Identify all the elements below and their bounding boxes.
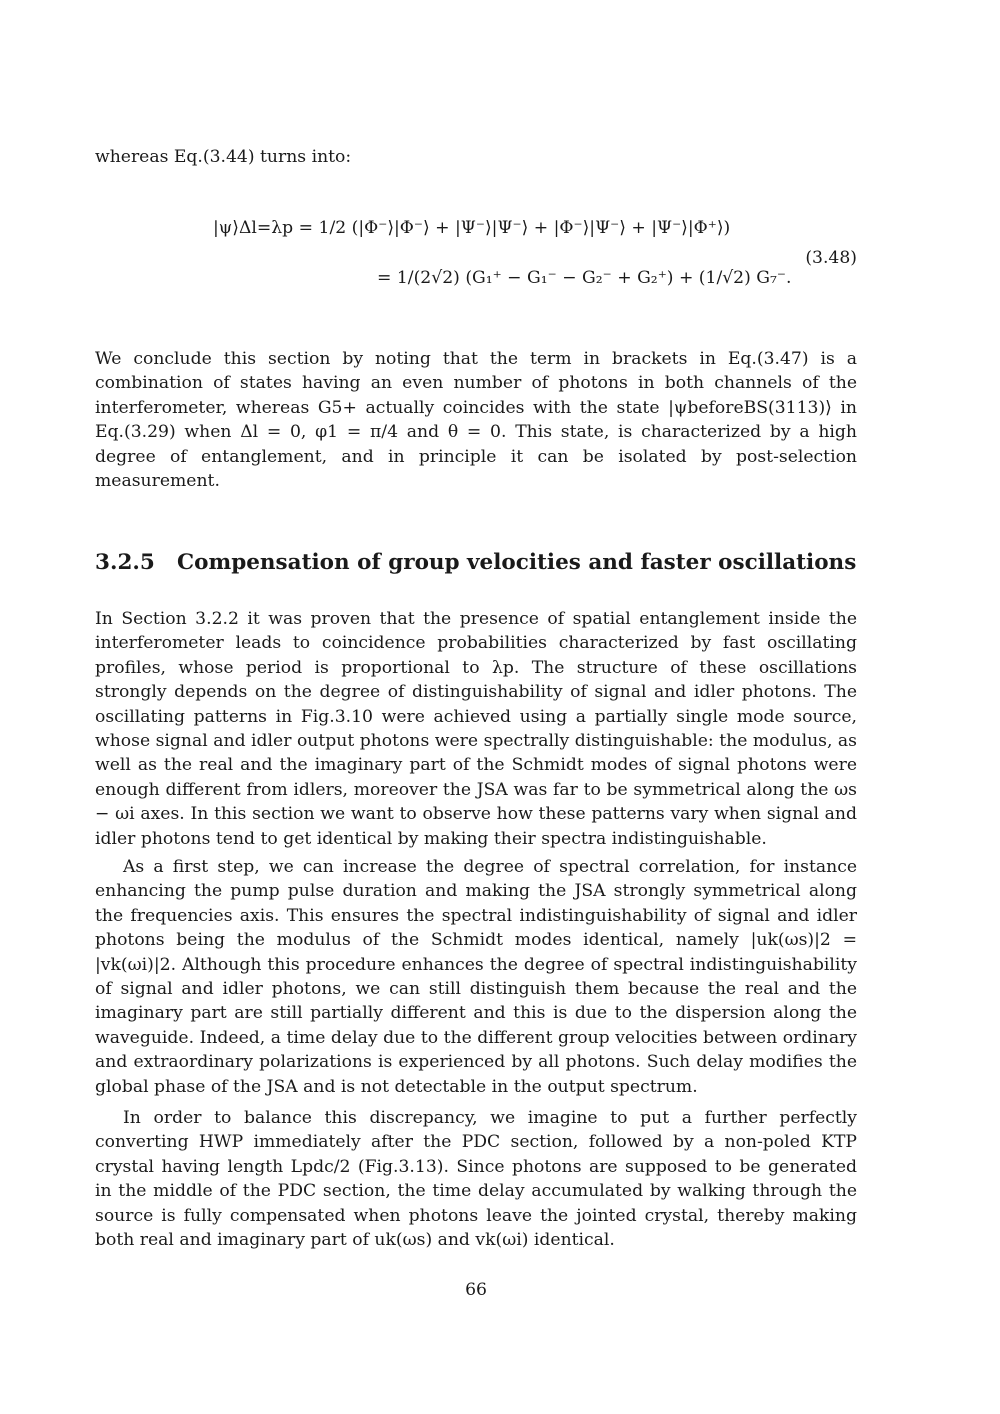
page — [95, 0, 857, 1414]
paragraph-oscillations: In Section 3.2.2 it was proven that the presence of spatial entanglement inside the interferometer leads to coincidence probabilities characterized by fast oscillating profiles, whose period is proportional to λp. The structure of these oscillations strongly depends on the degree of distinguishability of signal and idler photons. The oscillating patterns in Fig.3.10 were achieved using a partially single mode source, whose signal and idler output photons were spectrally distinguishable: the modulus, as well as the real and the imaginary part of the Schmidt modes of signal photons were enough different from idlers, moreover the JSA was far to be symmetrical along the ωs − ωi axes. In this section we want to observe how these patterns vary when signal and idler photons tend to get identical by making their spectra indistinguishable. — [95, 609, 857, 849]
paragraph-conclusion: We conclude this section by noting that the term in brackets in Eq.(3.47) is a combination of states having an even number of photons in both channels of the interferometer, whereas G5+ actually coincides with the state |ψbeforeBS(3113)⟩ in Eq.(3.29) when Δl = 0, φ1 = π/4 and θ = 0. This state, is characterized by a high degree of entanglement, and in principle it can be isolated by post-selection measurement. — [95, 349, 857, 492]
section-title: Compensation of group velocities and faster oscillations — [177, 550, 857, 575]
equation-line1-fraction: 1/2 — [318, 218, 347, 238]
intro-text: whereas Eq.(3.44) turns into: — [95, 147, 352, 167]
equation-line1-body: (|Φ⁻⟩|Φ⁻⟩ + |Ψ⁻⟩|Ψ⁻⟩ + |Φ⁻⟩|Ψ⁻⟩ + |Ψ⁻⟩|Φ⁺⟩) — [351, 218, 731, 238]
equation-lhs: |ψ⟩Δl=λp = — [213, 218, 314, 238]
page-number: 66 — [465, 1280, 487, 1300]
section-heading — [95, 550, 857, 575]
paragraph-compensation: In order to balance this discrepancy, we imagine to put a further perfectly converting HWP immediately after the PDC section, followed by a non-poled KTP crystal having length Lpdc/2 (Fig.3.13). Since photons are supposed to be generated in the middle of the PDC section, the time delay accumulated by walking through the source is fully compensated when photons leave the jointed crystal, thereby making both real and imaginary part of uk(ωs) and vk(ωi) identical. — [95, 1108, 857, 1251]
equation-3-48 — [95, 210, 857, 320]
equation-line2-body: (G₁⁺ − G₁⁻ − G₂⁻ + G₂⁺) + (1/√2) G₇⁻. — [465, 268, 792, 288]
paragraph-spectral-correlation: As a first step, we can increase the degree of spectral correlation, for instance enhancing the pump pulse duration and making the JSA strongly symmetrical along the frequencies axis. This ensures the spectral indistinguishability of signal and idler photons being the modulus of the Schmidt modes identical, namely |uk(ωs)|2 = |vk(ωi)|2. Although this procedure enhances the degree of spectral indistinguishability of signal and idler photons, we can still distinguish them because the real and the imaginary part are still partially different and this is due to the dispersion along the waveguide. Indeed, a time delay due to the different group velocities between ordinary and extraordinary polarizations is experienced by all photons. Such delay modifies the global phase of the JSA and is not detectable in the output spectrum. — [95, 857, 857, 1097]
section-number: 3.2.5 — [95, 550, 155, 575]
equation-line2-fraction: 1/(2√2) — [396, 268, 460, 288]
equation-number: (3.48) — [805, 248, 857, 268]
equation-line-1 — [213, 218, 730, 238]
equation-line-2: = 1/(2√2) (G₁⁺ − G₁⁻ − G₂⁻ + G₂⁺) + (1/√2) G₇⁻. — [377, 268, 792, 288]
